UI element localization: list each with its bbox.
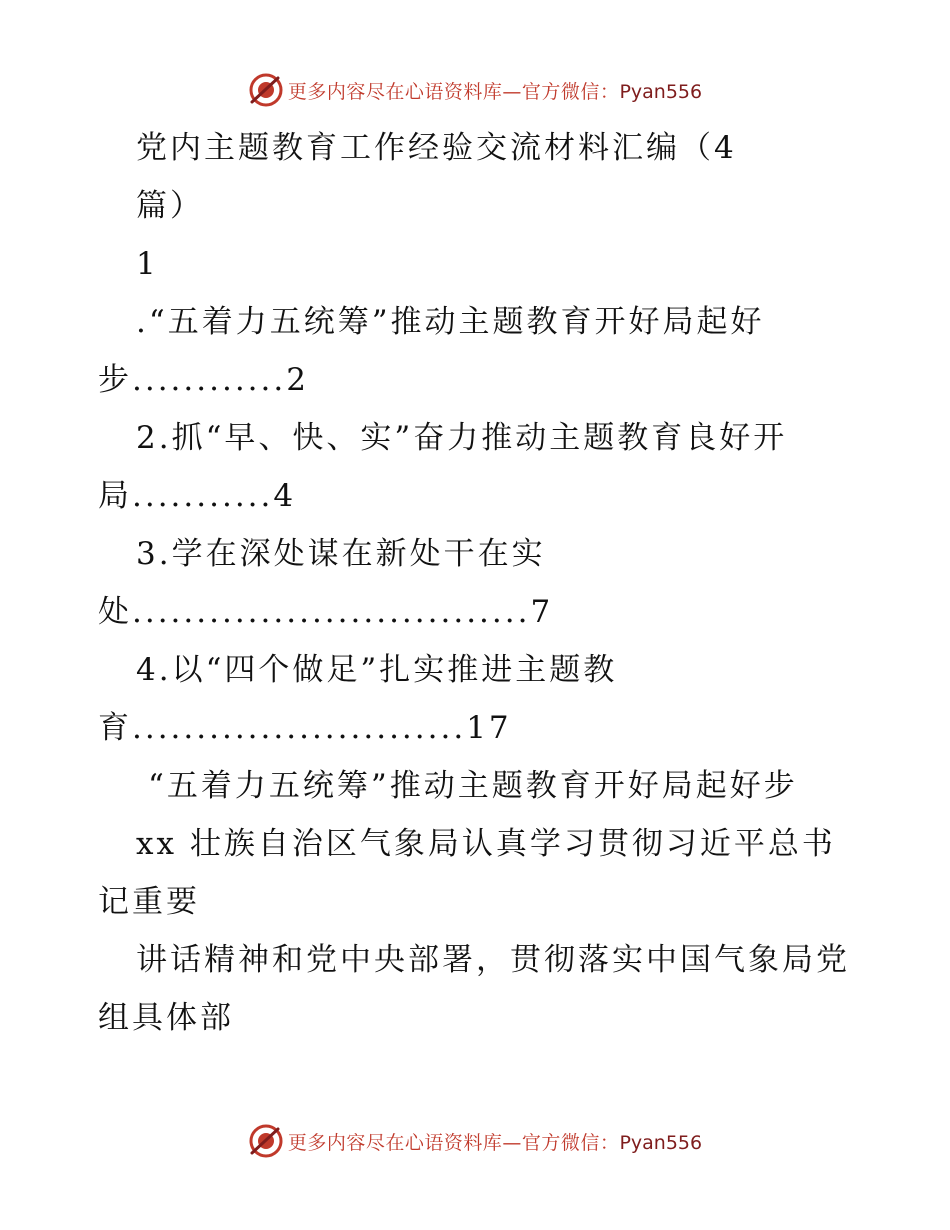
paragraph-line: 记重要	[98, 884, 200, 920]
toc-entry-page: 步............2	[98, 362, 309, 398]
brand-logo-icon	[248, 72, 284, 108]
section-heading: “五着力五统筹”推动主题教育开好局起好步	[148, 768, 798, 804]
toc-entry-page: 育..........................17	[98, 710, 512, 746]
watermark-text: 更多内容尽在心语资料库—官方微信：Pyan556	[287, 80, 703, 103]
paragraph-line: 讲话精神和党中央部署，贯彻落实中国气象局党	[136, 942, 850, 978]
toc-entry-page: 局...........4	[98, 478, 297, 514]
brand-logo-icon	[248, 1123, 284, 1159]
toc-entry-title: 2.抓“早、快、实”奋力推动主题教育良好开	[136, 420, 788, 456]
toc-entry-title: .“五着力五统筹”推动主题教育开好局起好	[136, 304, 765, 340]
toc-entry-page: 处...............................7	[98, 594, 554, 630]
paragraph-line: xx 壮族自治区气象局认真学习贯彻习近平总书	[136, 826, 836, 862]
footer-watermark	[0, 1121, 950, 1161]
paragraph-line: 组具体部	[98, 1000, 234, 1036]
document-title: 党内主题教育工作经验交流材料汇编（4	[136, 130, 737, 166]
toc-number: 1	[136, 246, 159, 282]
document-title-continued: 篇）	[136, 188, 204, 224]
watermark-text: 更多内容尽在心语资料库—官方微信：Pyan556	[287, 1131, 703, 1154]
toc-entry-title: 4.以“四个做足”扎实推进主题教	[136, 652, 618, 688]
header-watermark	[0, 70, 950, 110]
toc-entry-title: 3.学在深处谋在新处干在实	[136, 536, 546, 572]
